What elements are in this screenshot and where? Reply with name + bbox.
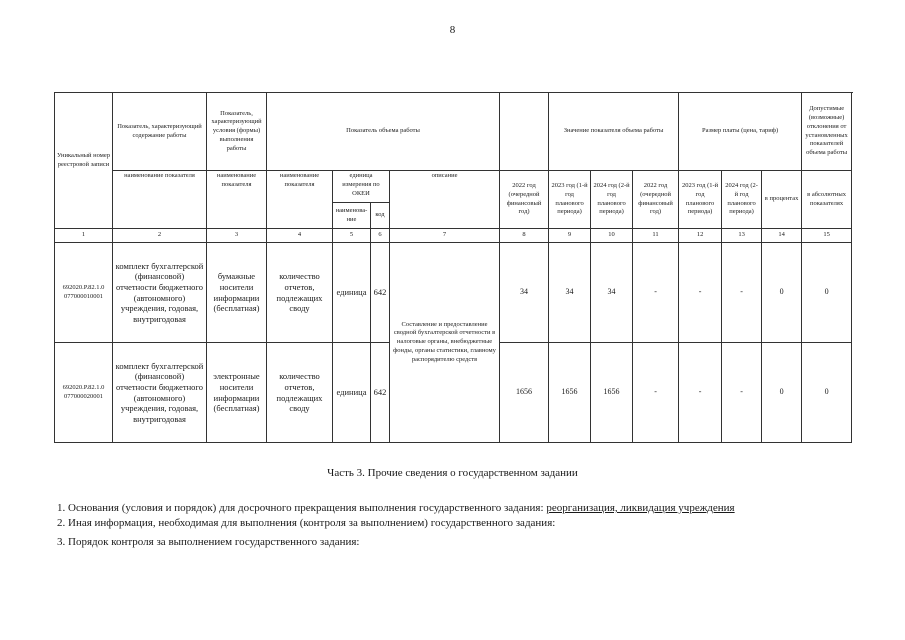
row-condition: электронные носители информации (бесплатная): [207, 343, 267, 443]
page-number: 8: [449, 24, 456, 36]
header-year-2023: 2023 год (1-й год планового периода): [549, 171, 591, 229]
header-volume-indicator: Показатель объема работы: [267, 93, 500, 171]
row-description: Составление и предоставление сводной бухгалтерской отчетности в налоговые органы, внебюджетные фонды, органы статистики, главному распорядителю средств: [390, 243, 500, 443]
header-description: описание: [390, 171, 500, 229]
row-fee-2023: -: [679, 243, 722, 343]
row-code: 692020.Р.82.1.0 077000010001: [55, 243, 113, 343]
part3-item-1-value: реорганизация, ликвидация учреждения: [546, 502, 735, 514]
row-value-2023: 1656: [549, 343, 591, 443]
header-fee: Размер платы (цена, тариф): [679, 93, 802, 171]
header-fee-2022: 2022 год (очередной финансовый год): [633, 171, 679, 229]
column-number: 2: [113, 229, 207, 243]
column-number: 12: [679, 229, 722, 243]
row-fee-2023: -: [679, 343, 722, 443]
part3-title: Часть 3. Прочие сведения о государственном задании: [327, 467, 578, 479]
row-unit-code: 642: [371, 243, 390, 343]
row-value-2024: 1656: [591, 343, 633, 443]
column-number: 6: [371, 229, 390, 243]
row-value-2022: 34: [500, 243, 549, 343]
header-fee-2023: 2023 год (1-й год планового периода): [679, 171, 722, 229]
row-content: комплект бухгалтерской (финансовой) отчетности бюджетного (автономного) учреждения, годовая, внутригодовая: [113, 243, 207, 343]
header-volume-value: Значение показателя объема работы: [549, 93, 679, 171]
column-number: 7: [390, 229, 500, 243]
part3-item-3: 3. Порядок контроля за выполнением государственного задания:: [57, 536, 360, 548]
header-content-indicator: Показатель, характеризующий содержание работы: [113, 93, 207, 171]
row-fee-2022: -: [633, 343, 679, 443]
header-unit-okei: единица измерения по ОКЕИ: [333, 171, 390, 203]
row-value-2023: 34: [549, 243, 591, 343]
column-number: 14: [762, 229, 802, 243]
header-unit-name: наименова-ние: [333, 203, 371, 229]
row-unit: единица: [333, 243, 371, 343]
row-fee-2024: -: [722, 243, 762, 343]
header-percent: в процентах: [762, 171, 802, 229]
table-row: [55, 243, 852, 343]
column-number: 11: [633, 229, 679, 243]
header-year-2024: 2024 год (2-й год планового периода): [591, 171, 633, 229]
row-indicator: количество отчетов, подлежащих своду: [267, 343, 333, 443]
column-number: 15: [802, 229, 852, 243]
part3-item-2: 2. Иная информация, необходимая для выполнения (контроля за выполнением) государственного задания:: [57, 517, 556, 529]
header-description-top: [500, 93, 549, 171]
row-unit-code: 642: [371, 343, 390, 443]
row-unit: единица: [333, 343, 371, 443]
row-deviation-absolute: 0: [802, 343, 852, 443]
row-deviation-absolute: 0: [802, 243, 852, 343]
column-number: 1: [55, 229, 113, 243]
row-condition: бумажные носители информации (бесплатная): [207, 243, 267, 343]
row-fee-2024: -: [722, 343, 762, 443]
state-assignment-table: [54, 92, 852, 443]
header-content-name: наименование показателя: [113, 171, 207, 229]
row-deviation-percent: 0: [762, 243, 802, 343]
header-unique-number: Уникальный номер реестровой записи: [55, 93, 113, 229]
row-code: 692020.Р.82.1.0 077000020001: [55, 343, 113, 443]
row-value-2024: 34: [591, 243, 633, 343]
header-condition-name: наименование показателя: [207, 171, 267, 229]
header-year-2022: 2022 год (очередной финансовый год): [500, 171, 549, 229]
header-condition-indicator: Показатель, характеризующий условия (формы) выполнения работы: [207, 93, 267, 171]
header-unit-code: код: [371, 203, 390, 229]
row-indicator: количество отчетов, подлежащих своду: [267, 243, 333, 343]
header-fee-2024: 2024 год (2-й год планового периода): [722, 171, 762, 229]
part3-item-1: [57, 502, 735, 514]
row-deviation-percent: 0: [762, 343, 802, 443]
column-number: 4: [267, 229, 333, 243]
column-number: 10: [591, 229, 633, 243]
column-number: 8: [500, 229, 549, 243]
row-fee-2022: -: [633, 243, 679, 343]
header-deviation: Допустимые (возможные) отклонения от установленных показателей объема работы: [802, 93, 852, 171]
column-number: 9: [549, 229, 591, 243]
part3-item-1-prefix: 1. Основания (условия и порядок) для досрочного прекращения выполнения государственного задания:: [57, 502, 547, 514]
header-absolute: в абсолютных показателях: [802, 171, 852, 229]
column-number: 3: [207, 229, 267, 243]
column-number: 5: [333, 229, 371, 243]
column-number: 13: [722, 229, 762, 243]
row-content: комплект бухгалтерской (финансовой) отчетности бюджетного (автономного) учреждения, годовая, внутригодовая: [113, 343, 207, 443]
row-value-2022: 1656: [500, 343, 549, 443]
header-volume-name: наименование показателя: [267, 171, 333, 229]
